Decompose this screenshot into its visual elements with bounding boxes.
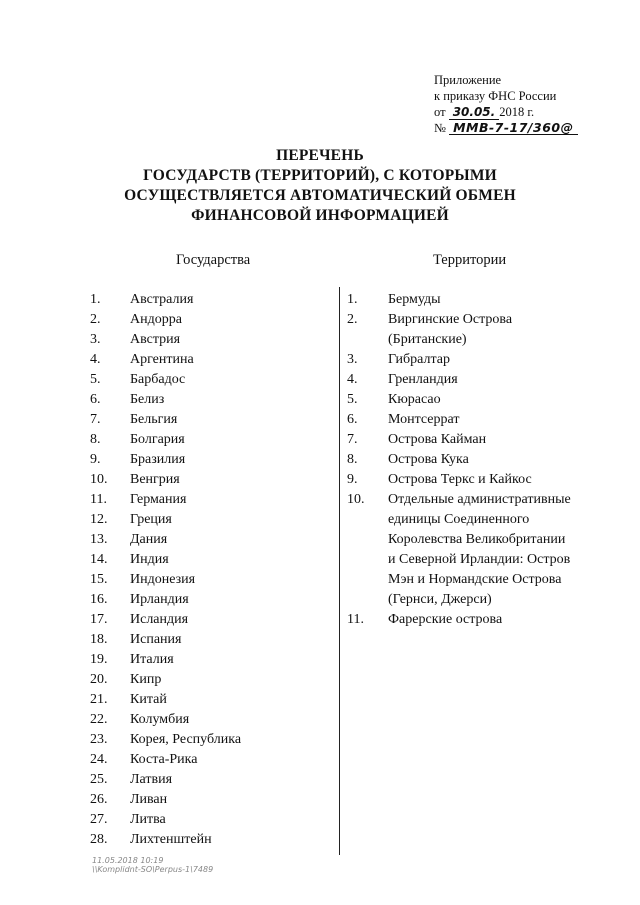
territory-name-line: Мэн и Нормандские Острова xyxy=(388,572,562,587)
territory-name xyxy=(388,390,607,410)
territories-column-header: Территории xyxy=(433,252,507,268)
territory-name xyxy=(388,450,607,470)
state-name: Италия xyxy=(130,652,174,667)
territory-name xyxy=(388,490,607,610)
state-name: Андорра xyxy=(130,312,182,327)
list-item-number: 13. xyxy=(90,532,108,547)
territory-name xyxy=(388,410,607,430)
title-line-1: ПЕРЕЧЕНЬ xyxy=(276,147,364,164)
state-list-item xyxy=(90,570,330,590)
territory-name-line: единицы Соединенного xyxy=(388,512,530,527)
list-item-number: 8. xyxy=(90,432,101,447)
list-item-number: 11. xyxy=(90,492,107,507)
footer-timestamp: 11.05.2018 10:19 xyxy=(92,856,164,865)
footer-path: \\Komplidnt-SO\Perpus-1\7489 xyxy=(92,865,214,874)
territory-name-line: Гибралтар xyxy=(388,352,451,367)
list-item-number: 4. xyxy=(347,372,358,387)
state-list-item xyxy=(90,810,330,830)
territory-name-line: Бермуды xyxy=(388,292,441,307)
list-item-number: 7. xyxy=(347,432,358,447)
list-item-number: 9. xyxy=(90,452,101,467)
state-list-item xyxy=(90,490,330,510)
territory-list-item xyxy=(347,410,607,430)
territory-list-item xyxy=(347,450,607,470)
state-list-item xyxy=(90,330,330,350)
state-list-item xyxy=(90,690,330,710)
state-name: Ливан xyxy=(130,792,168,807)
appendix-date xyxy=(434,104,578,120)
title-line-4: ФИНАНСОВОЙ ИНФОРМАЦИЕЙ xyxy=(191,207,449,224)
territory-name xyxy=(388,310,607,350)
list-item-number: 26. xyxy=(90,792,108,807)
list-item-number: 16. xyxy=(90,592,108,607)
state-list-item xyxy=(90,610,330,630)
state-list-item xyxy=(90,390,330,410)
list-item-number: 2. xyxy=(347,312,358,327)
list-item-number: 22. xyxy=(90,712,108,727)
title-line-2: ГОСУДАРСТВ (ТЕРРИТОРИЙ), С КОТОРЫМИ xyxy=(143,167,497,184)
states-list xyxy=(90,290,330,850)
column-divider xyxy=(339,287,340,855)
state-list-item xyxy=(90,430,330,450)
list-item-number: 17. xyxy=(90,612,108,627)
state-name: Испания xyxy=(130,632,182,647)
territory-name xyxy=(388,430,607,450)
territory-list-item xyxy=(347,470,607,490)
list-item-number: 4. xyxy=(90,352,101,367)
list-item-number: 24. xyxy=(90,752,108,767)
list-item-number: 11. xyxy=(347,612,364,627)
territory-name xyxy=(388,470,607,490)
state-name: Австралия xyxy=(130,292,194,307)
territory-name xyxy=(388,290,607,310)
state-name: Коста-Рика xyxy=(130,752,198,767)
state-list-item xyxy=(90,350,330,370)
list-item-number: 27. xyxy=(90,812,108,827)
list-item-number: 7. xyxy=(90,412,101,427)
list-item-number: 2. xyxy=(90,312,101,327)
state-list-item xyxy=(90,310,330,330)
state-list-item xyxy=(90,530,330,550)
territory-name-line: Гренландия xyxy=(388,372,458,387)
list-item-number: 25. xyxy=(90,772,108,787)
state-name: Дания xyxy=(130,532,168,547)
list-item-number: 21. xyxy=(90,692,108,707)
list-item-number: 6. xyxy=(90,392,101,407)
territory-name-line: Острова Кука xyxy=(388,452,469,467)
territory-name-line: (Гернси, Джерси) xyxy=(388,592,492,607)
state-name: Венгрия xyxy=(130,472,180,487)
territory-list-item xyxy=(347,370,607,390)
list-item-number: 28. xyxy=(90,832,108,847)
territory-name-line: и Северной Ирландии: Остров xyxy=(388,552,571,567)
territory-name xyxy=(388,370,607,390)
list-item-number: 1. xyxy=(90,292,101,307)
territory-name xyxy=(388,610,607,630)
state-list-item xyxy=(90,590,330,610)
state-name: Литва xyxy=(130,812,166,827)
territory-list-item xyxy=(347,290,607,310)
list-item-number: 20. xyxy=(90,672,108,687)
territory-name-line: (Британские) xyxy=(388,332,467,347)
state-name: Латвия xyxy=(130,772,173,787)
list-item-number: 9. xyxy=(347,472,358,487)
number-handwritten: ММВ-7-17/360@ xyxy=(449,121,578,135)
territory-name-line: Виргинские Острова xyxy=(388,312,513,327)
date-suffix: 2018 г. xyxy=(499,105,535,119)
state-list-item xyxy=(90,550,330,570)
territory-name-line: Кюрасао xyxy=(388,392,441,407)
state-name: Корея, Республика xyxy=(130,732,242,747)
state-list-item xyxy=(90,830,330,850)
appendix-block xyxy=(434,72,578,136)
list-item-number: 14. xyxy=(90,552,108,567)
list-item-number: 5. xyxy=(347,392,358,407)
state-list-item xyxy=(90,630,330,650)
state-list-item xyxy=(90,670,330,690)
territory-name-line: Отдельные административные xyxy=(388,492,571,507)
list-item-number: 10. xyxy=(347,492,365,507)
territory-list-item xyxy=(347,490,607,610)
territories-list xyxy=(347,290,607,630)
list-item-number: 23. xyxy=(90,732,108,747)
title-line-3: ОСУЩЕСТВЛЯЕТСЯ АВТОМАТИЧЕСКИЙ ОБМЕН xyxy=(124,187,516,204)
appendix-order-ref: к приказу ФНС России xyxy=(434,89,557,103)
state-name: Бразилия xyxy=(130,452,186,467)
state-name: Болгария xyxy=(130,432,185,447)
states-column-header: Государства xyxy=(176,252,251,268)
territory-name-line: Фарерские острова xyxy=(388,612,503,627)
territory-list-item xyxy=(347,610,607,630)
territory-list-item xyxy=(347,310,607,350)
state-list-item xyxy=(90,450,330,470)
date-prefix: от xyxy=(434,105,446,119)
date-handwritten: 30.05. xyxy=(449,106,500,120)
state-name: Индия xyxy=(130,552,169,567)
territory-list-item xyxy=(347,350,607,370)
state-name: Белиз xyxy=(130,392,165,407)
list-item-number: 12. xyxy=(90,512,108,527)
state-name: Австрия xyxy=(130,332,181,347)
state-name: Ирландия xyxy=(130,592,189,607)
list-item-number: 18. xyxy=(90,632,108,647)
state-name: Индонезия xyxy=(130,572,196,587)
state-name: Исландия xyxy=(130,612,189,627)
state-name: Аргентина xyxy=(130,352,194,367)
list-item-number: 8. xyxy=(347,452,358,467)
list-item-number: 5. xyxy=(90,372,101,387)
state-list-item xyxy=(90,730,330,750)
list-item-number: 10. xyxy=(90,472,108,487)
footer-stamp xyxy=(92,856,213,874)
state-name: Барбадос xyxy=(130,372,186,387)
territory-name-line: Монтсеррат xyxy=(388,412,460,427)
state-list-item xyxy=(90,370,330,390)
state-name: Кипр xyxy=(130,672,162,687)
number-prefix: № xyxy=(434,121,446,135)
territory-name-line: Королевства Великобритании xyxy=(388,532,566,547)
territory-list-item xyxy=(347,390,607,410)
territory-name xyxy=(388,350,607,370)
state-list-item xyxy=(90,710,330,730)
state-name: Лихтенштейн xyxy=(130,832,212,847)
state-name: Греция xyxy=(130,512,172,527)
territory-list-item xyxy=(347,430,607,450)
list-item-number: 3. xyxy=(347,352,358,367)
territory-name-line: Острова Кайман xyxy=(388,432,487,447)
appendix-label: Приложение xyxy=(434,73,502,87)
territory-name-line: Острова Теркс и Кайкос xyxy=(388,472,532,487)
state-list-item xyxy=(90,790,330,810)
list-item-number: 3. xyxy=(90,332,101,347)
state-list-item xyxy=(90,510,330,530)
state-name: Колумбия xyxy=(130,712,190,727)
list-item-number: 1. xyxy=(347,292,358,307)
state-list-item xyxy=(90,770,330,790)
appendix-number xyxy=(434,120,578,136)
state-name: Китай xyxy=(130,692,167,707)
list-item-number: 19. xyxy=(90,652,108,667)
list-item-number: 15. xyxy=(90,572,108,587)
state-list-item xyxy=(90,290,330,310)
state-list-item xyxy=(90,410,330,430)
state-list-item xyxy=(90,650,330,670)
state-list-item xyxy=(90,750,330,770)
state-list-item xyxy=(90,470,330,490)
state-name: Бельгия xyxy=(130,412,178,427)
list-item-number: 6. xyxy=(347,412,358,427)
document-title xyxy=(90,146,550,226)
state-name: Германия xyxy=(130,492,187,507)
